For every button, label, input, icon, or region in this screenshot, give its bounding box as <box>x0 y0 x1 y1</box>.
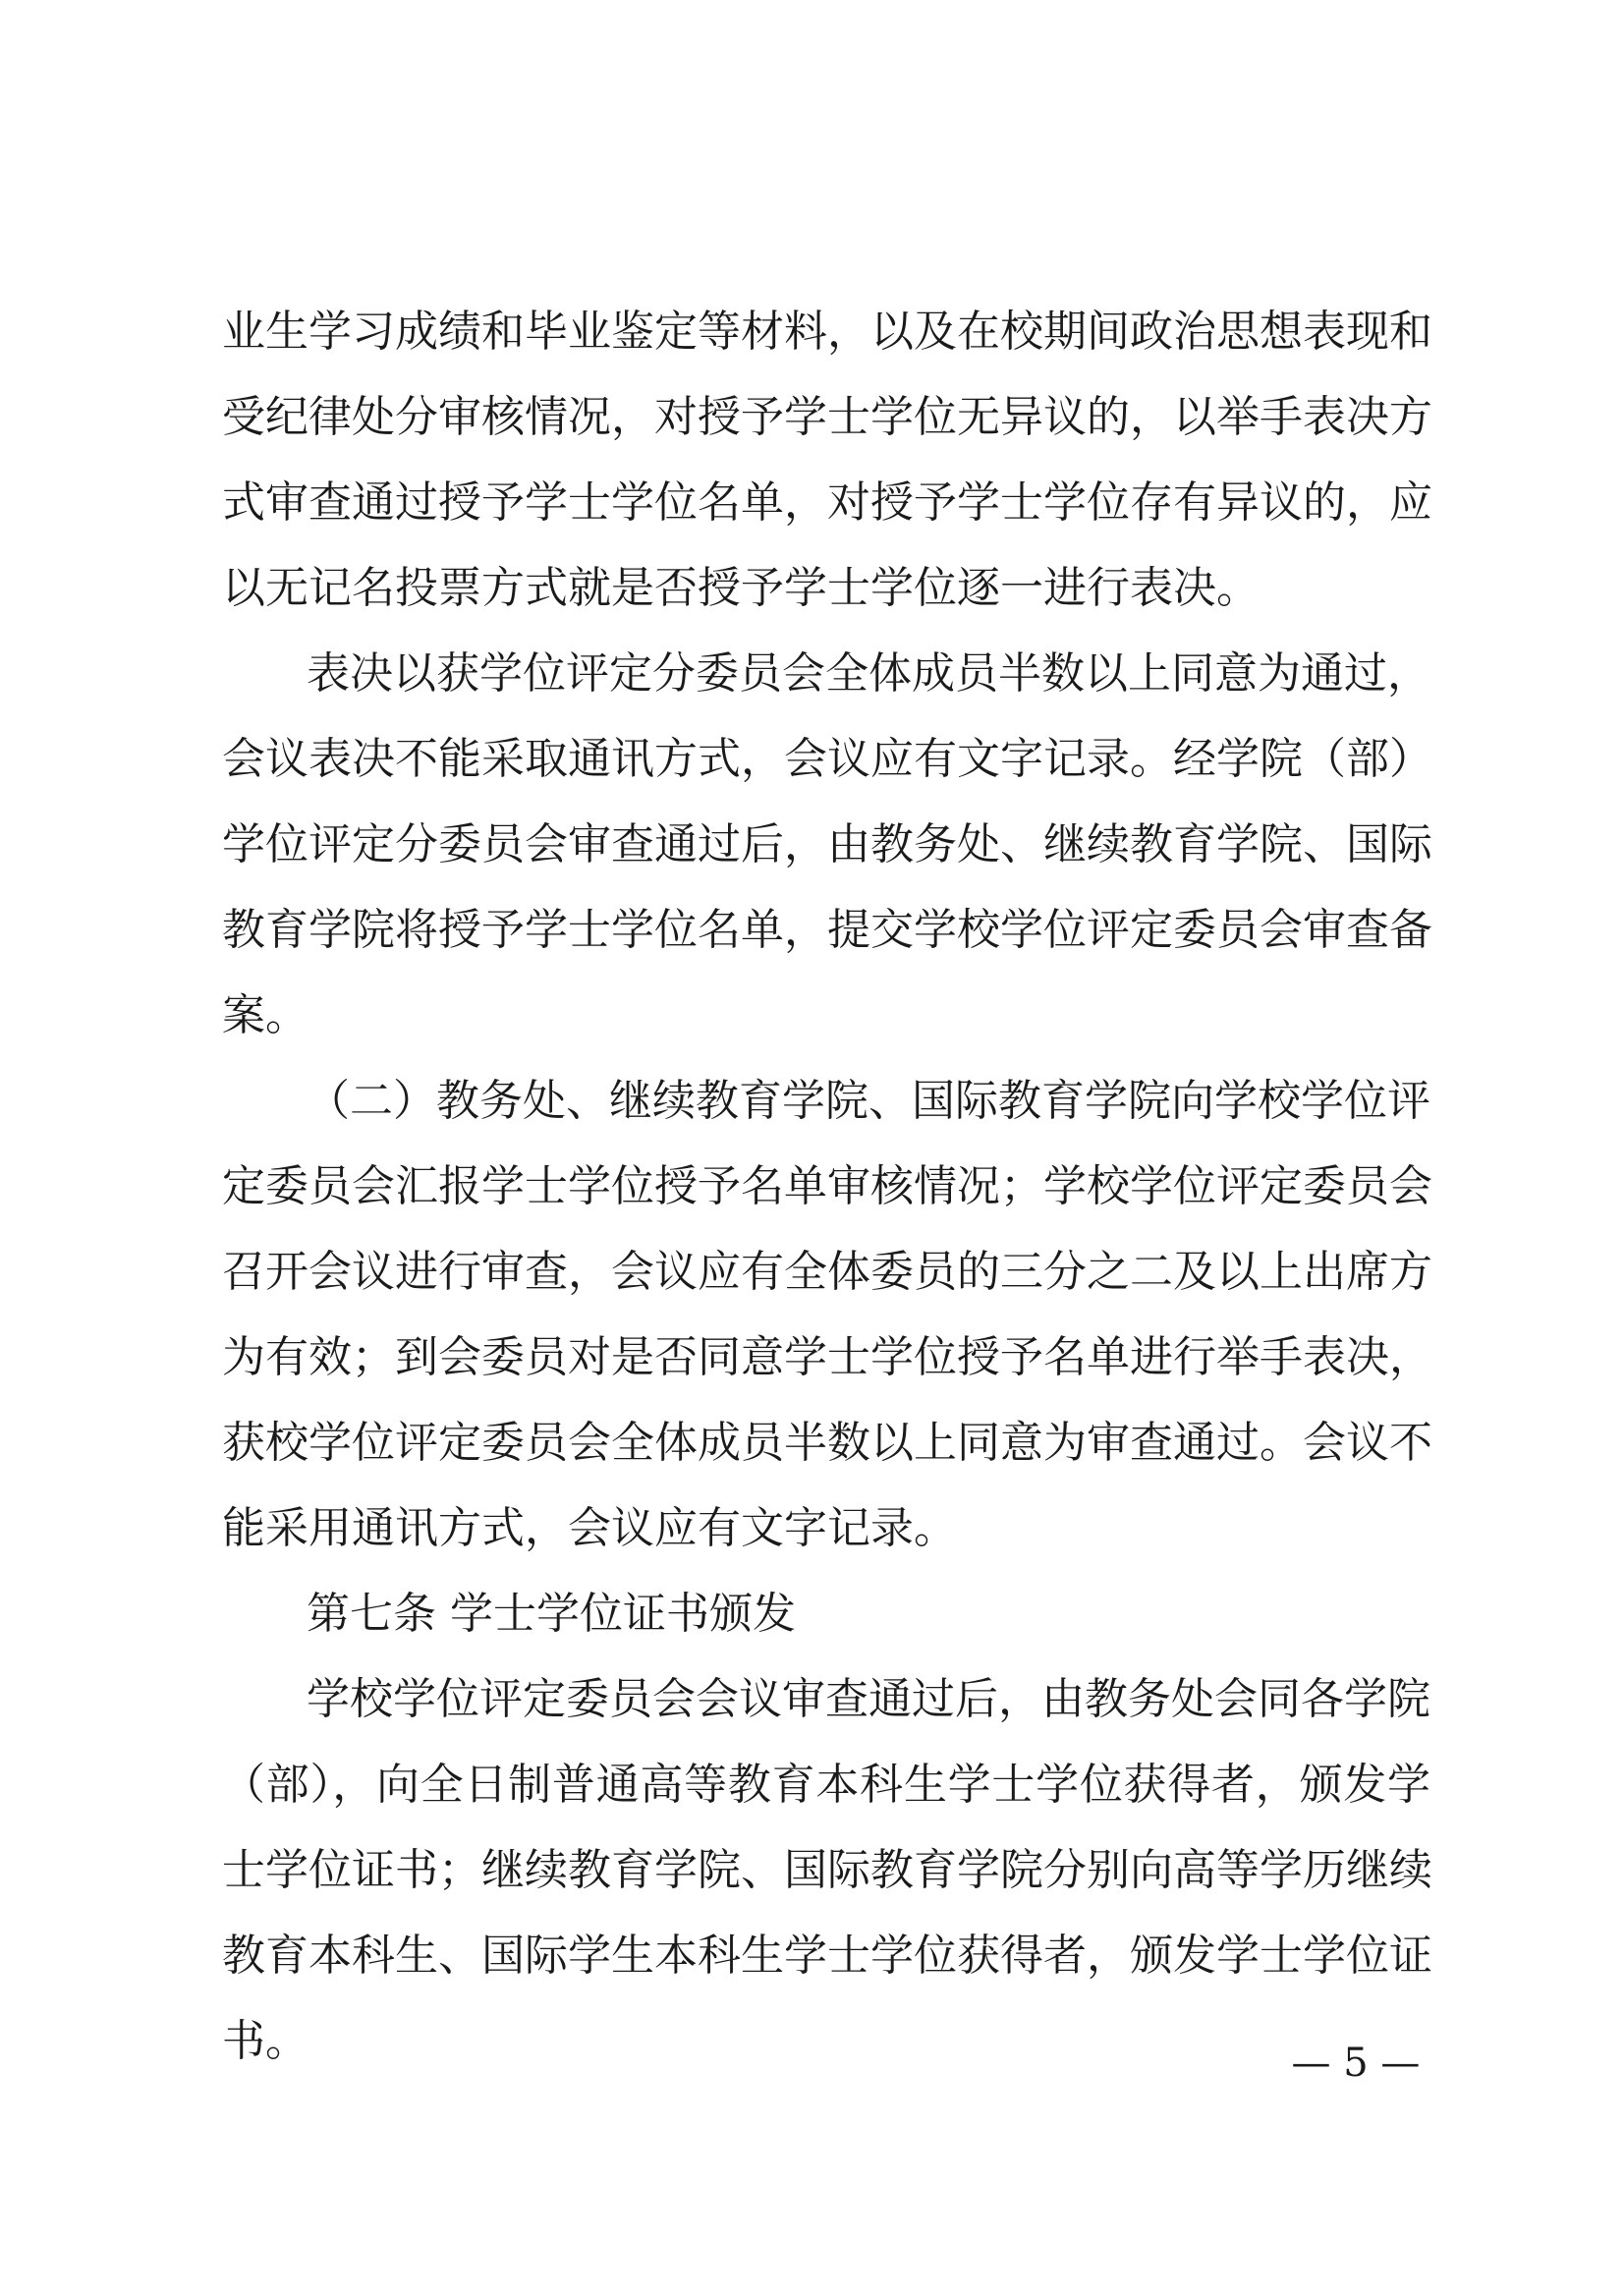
text-line-7: 学位评定分委员会审查通过后，由教务处、继续教育学院、国际 <box>222 819 1432 869</box>
text-line-9: 案。 <box>222 990 308 1040</box>
text-line-18: （部），向全日制普通高等教育本科生学士学位获得者，颁发学 <box>222 1760 1430 1810</box>
text-line-20: 教育本科生、国际学生本科生学士学位获得者，颁发学士学位证 <box>222 1931 1432 1981</box>
text-line-11: 定委员会汇报学士学位授予名单审核情况；学校学位评定委员会 <box>222 1161 1432 1211</box>
text-line-3: 式审查通过授予学士学位名单，对授予学士学位存有异议的，应 <box>222 477 1432 528</box>
text-line-2: 受纪律处分审核情况，对授予学士学位无异议的，以举手表决方 <box>222 392 1432 442</box>
paragraph-start-line: 表决以获学位评定分委员会全体成员半数以上同意为通过， <box>307 648 1430 699</box>
paragraph-start-line: 学校学位评定委员会会议审查通过后，由教务处会同各学院 <box>307 1674 1430 1724</box>
text-line-8: 教育学院将授予学士学位名单，提交学校学位评定委员会审查备 <box>222 905 1432 955</box>
text-line-19: 士学位证书；继续教育学院、国际教育学院分别向高等学历继续 <box>222 1845 1432 1895</box>
paragraph-start-line: （二）教务处、继续教育学院、国际教育学院向学校学位评 <box>307 1076 1430 1126</box>
text-line-4: 以无记名投票方式就是否授予学士学位逐一进行表决。 <box>222 563 1260 613</box>
text-line-12: 召开会议进行审查，会议应有全体委员的三分之二及以上出席方 <box>222 1247 1432 1297</box>
text-line-15: 能采用通讯方式，会议应有文字记录。 <box>222 1503 957 1553</box>
article-heading: 第七条 学士学位证书颁发 <box>307 1589 796 1639</box>
text-line-13: 为有效；到会委员对是否同意学士学位授予名单进行举手表决， <box>222 1332 1432 1382</box>
text-line-6: 会议表决不能采取通讯方式，会议应有文字记录。经学院（部） <box>222 734 1432 784</box>
page-number: — 5 — <box>1291 2041 1421 2086</box>
text-line-1: 业生学习成绩和毕业鉴定等材料，以及在校期间政治思想表现和 <box>222 307 1432 357</box>
text-line-21: 书。 <box>222 2016 308 2066</box>
text-line-14: 获校学位评定委员会全体成员半数以上同意为审查通过。会议不 <box>222 1418 1432 1468</box>
